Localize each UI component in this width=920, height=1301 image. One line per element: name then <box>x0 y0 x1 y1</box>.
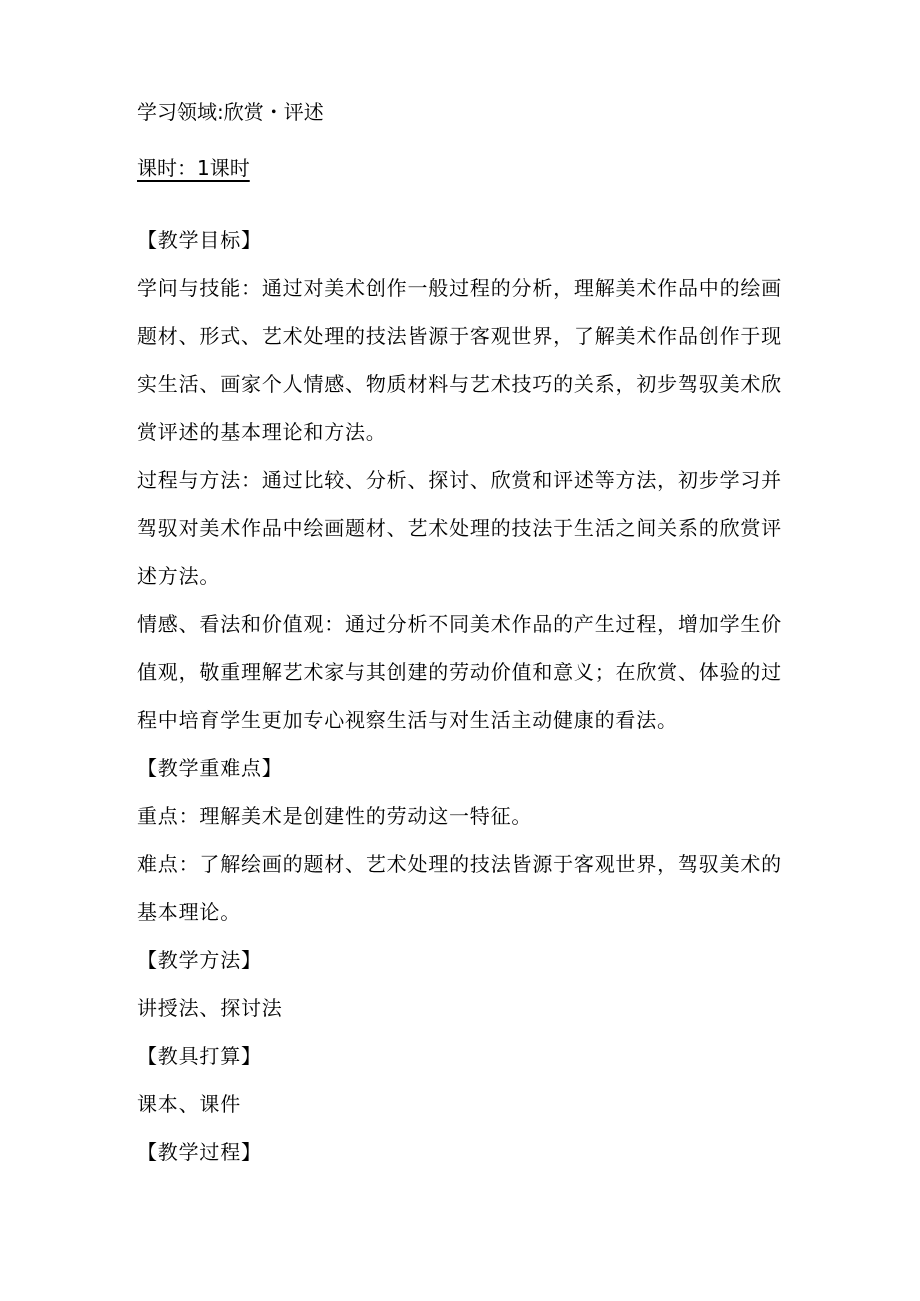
tools-heading: 【教具打算】 <box>137 1044 262 1068</box>
objectives-heading: 【教学目标】 <box>137 228 262 252</box>
tools-text: 课本、课件 <box>137 1092 241 1116</box>
lesson-plan-body <box>137 216 782 1176</box>
class-hours-line: 课时：1课时 <box>137 156 250 180</box>
study-domain-line: 学习领域:欣赏・评述 <box>137 100 324 124</box>
difficulty-point: 难点：了解绘画的题材、艺术处理的技法皆源于客观世界，驾驭美术的基本理论。 <box>137 852 782 924</box>
methods-heading: 【教学方法】 <box>137 948 262 972</box>
keypoints-heading: 【教学重难点】 <box>137 756 283 780</box>
process-heading: 【教学过程】 <box>137 1140 262 1164</box>
key-point: 重点：理解美术是创建性的劳动这一特征。 <box>137 804 533 828</box>
values-objective: 情感、看法和价值观：通过分析不同美术作品的产生过程，增加学生价值观，敬重理解艺术家与其创建的劳动价值和意义；在欣赏、体验的过程中培育学生更加专心视察生活与对生活主动健康的看法。 <box>137 612 782 732</box>
process-objective: 过程与方法：通过比较、分析、探讨、欣赏和评述等方法，初步学习并驾驭对美术作品中绘画题材、艺术处理的技法于生活之间关系的欣赏评述方法。 <box>137 468 782 588</box>
skills-objective: 学问与技能：通过对美术创作一般过程的分析，理解美术作品中的绘画题材、形式、艺术处理的技法皆源于客观世界，了解美术作品创作于现实生活、画家个人情感、物质材料与艺术技巧的关系，初步驾驭美术欣赏评述的基本理论和方法。 <box>137 276 782 444</box>
methods-text: 讲授法、探讨法 <box>137 996 283 1020</box>
